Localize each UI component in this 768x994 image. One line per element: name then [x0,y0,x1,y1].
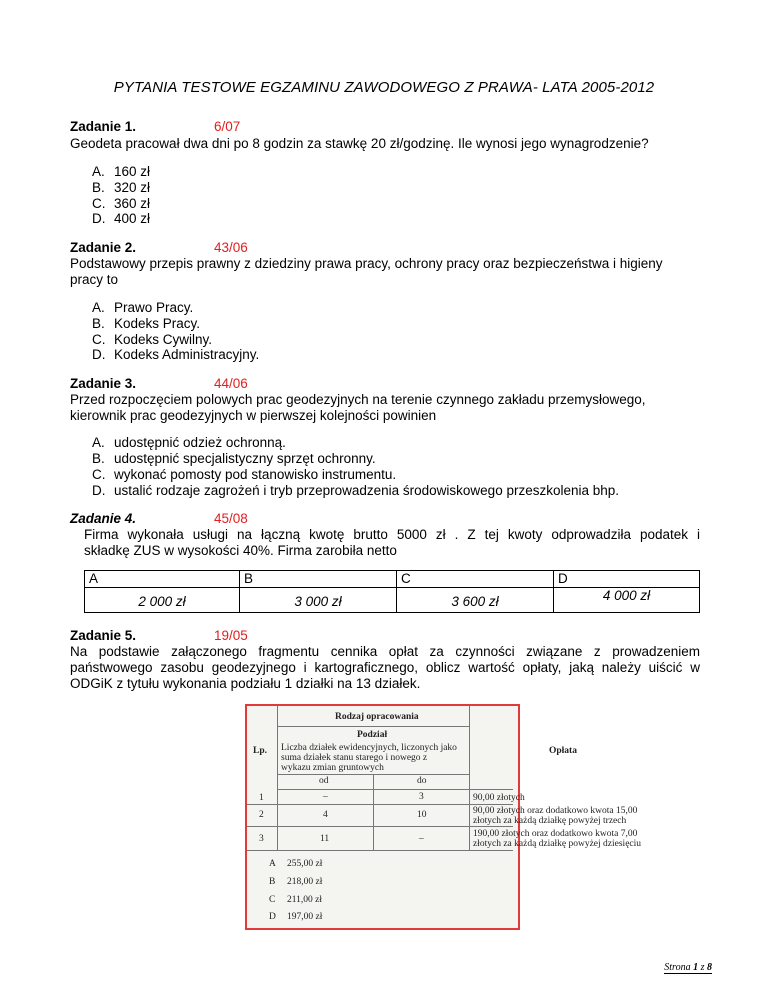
answer-value: 4 000 zł [554,588,700,613]
scan-row-fee: 90,00 złotych oraz dodatkowo kwota 15,00 [473,806,638,816]
question-ref: 44/06 [214,376,248,391]
question-5-text: Na podstawie załączonego fragmentu cennika opłat za czynności związane z prowadzeniem [70,644,700,659]
question-2-text-cont: pracy to [70,272,119,287]
scan-row-od: – [323,792,328,802]
scan-row-fee: złotych za każdą działkę powyżej trzech [473,816,627,826]
scan-header-rodzaj: Rodzaj opracowania [335,712,419,722]
option: D. ustalić rodzaje zagrożeń i tryb przeprowadzenia środowiskowego przeszkolenia bhp. [92,483,620,498]
scan-answer-value: 255,00 zł [287,859,323,869]
question-ref: 19/05 [214,628,248,643]
scan-row-lp: 1 [259,793,264,803]
scan-answer-letter: A [269,859,276,869]
scan-row-fee: 90,00 złotych [473,793,525,803]
scan-row-do: 10 [417,810,427,820]
scan-answer-value: 197,00 zł [287,912,323,922]
scan-answer-value: 211,00 zł [287,895,323,905]
scan-answer-letter: C [269,895,276,905]
question-ref: 45/08 [214,511,248,526]
option: A. 160 zł [92,164,151,179]
answer-value: 3 600 zł [397,588,554,613]
question-1-text: Geodeta pracował dwa dni po 8 godzin za stawkę 20 zł/godzinę. Ile wynosi jego wynagrodzenie? [70,136,649,151]
footer-total: 8 [707,962,712,973]
answer-letter: D [554,571,700,588]
scan-col-od: od [319,776,329,786]
question-ref: 43/06 [214,240,248,255]
scan-header-oplata: Opłata [549,746,577,756]
page-footer [664,962,712,973]
question-3-heading [70,376,248,391]
scan-row-do: 3 [419,792,424,802]
scan-answer-letter: D [269,912,276,922]
question-4-text: Firma wykonała usługi na łączną kwotę brutto 5000 zł . Z tej kwoty odprowadziła podatek i [84,527,700,542]
scan-row-od: 4 [323,810,328,820]
question-3-text: Przed rozpoczęciem polowych prac geodezyjnych na terenie czynnego zakładu przemysłowego, [70,392,646,407]
footer-page: 1 [693,962,699,973]
question-5-text-cont: państwowego zasobu geodezyjnego i kartograficznego, oblicz wartość opłaty, jaką należy uiścić w [70,660,700,675]
scan-row-lp: 3 [259,834,264,844]
scan-row-od: 11 [320,834,330,844]
answer-value: 2 000 zł [85,588,240,613]
answer-letter: B [240,571,397,588]
question-ref: 6/07 [214,119,241,134]
answer-letter: A [85,571,240,588]
option: B. udostępnić specjalistyczny sprzęt ochronny. [92,451,376,466]
scan-row-fee: 190,00 złotych oraz dodatkowo kwota 7,00 [473,829,638,839]
question-label: Zadanie 2. [70,240,137,255]
question-5-text-cont2: ODGiK z tytułu wykonania podziału 1 działki na 13 działek. [70,676,421,691]
scan-answer-value: 218,00 zł [287,877,323,887]
page-title: PYTANIA TESTOWE EGZAMINU ZAWODOWEGO Z PRAWA- LATA 2005-2012 [113,79,655,96]
option: B. Kodeks Pracy. [92,316,201,331]
footer-prefix: Strona [664,962,694,973]
question-4-text-cont: składkę ZUS w wysokości 40%. Firma zarobiła netto [84,543,397,558]
question-4-heading [70,511,248,526]
question-label: Zadanie 1. [70,119,137,134]
question-label: Zadanie 4. [70,511,137,526]
scan-col-do: do [417,776,427,786]
price-list-scan [245,704,642,930]
scan-header-podzial: Podział [357,730,388,740]
scan-desc-line: Liczba działek ewidencyjnych, liczonych jako [281,743,457,753]
option: A. udostępnić odzież ochronną. [92,435,286,450]
scan-row-do: – [419,834,424,844]
option: D. 400 zł [92,211,151,226]
question-2-heading [70,240,248,255]
option: C. Kodeks Cywilny. [92,332,213,347]
footer-mid: z [698,962,707,973]
option: C. wykonać pomosty pod stanowisko instrumentu. [92,467,397,482]
scan-answer-letter: B [269,877,276,887]
scan-row-fee: złotych za każdą działkę powyżej dziesięciu [473,839,642,849]
scan-desc-line: wykazu zmian gruntowych [281,763,384,773]
option: B. 320 zł [92,180,151,195]
question-1-heading [70,119,241,134]
option: A. Prawo Pracy. [92,300,194,315]
option: D. Kodeks Administracyjny. [92,347,260,362]
option: C. 360 zł [92,196,151,211]
answer-table [84,570,700,613]
scan-desc-line: suma działek stanu starego i nowego z [281,753,428,763]
question-label: Zadanie 3. [70,376,137,391]
question-2-text: Podstawowy przepis prawny z dziedziny prawa pracy, ochrony pracy oraz bezpieczeństwa i higieny [70,256,663,271]
answer-value: 3 000 zł [240,588,397,613]
question-3-text-cont: kierownik prac geodezyjnych w pierwszej kolejności powinien [70,408,437,423]
scan-header-lp: Lp. [253,746,267,756]
scan-row-lp: 2 [259,810,264,820]
answer-letter: C [397,571,554,588]
question-label: Zadanie 5. [70,628,137,643]
question-5-heading [70,628,248,643]
